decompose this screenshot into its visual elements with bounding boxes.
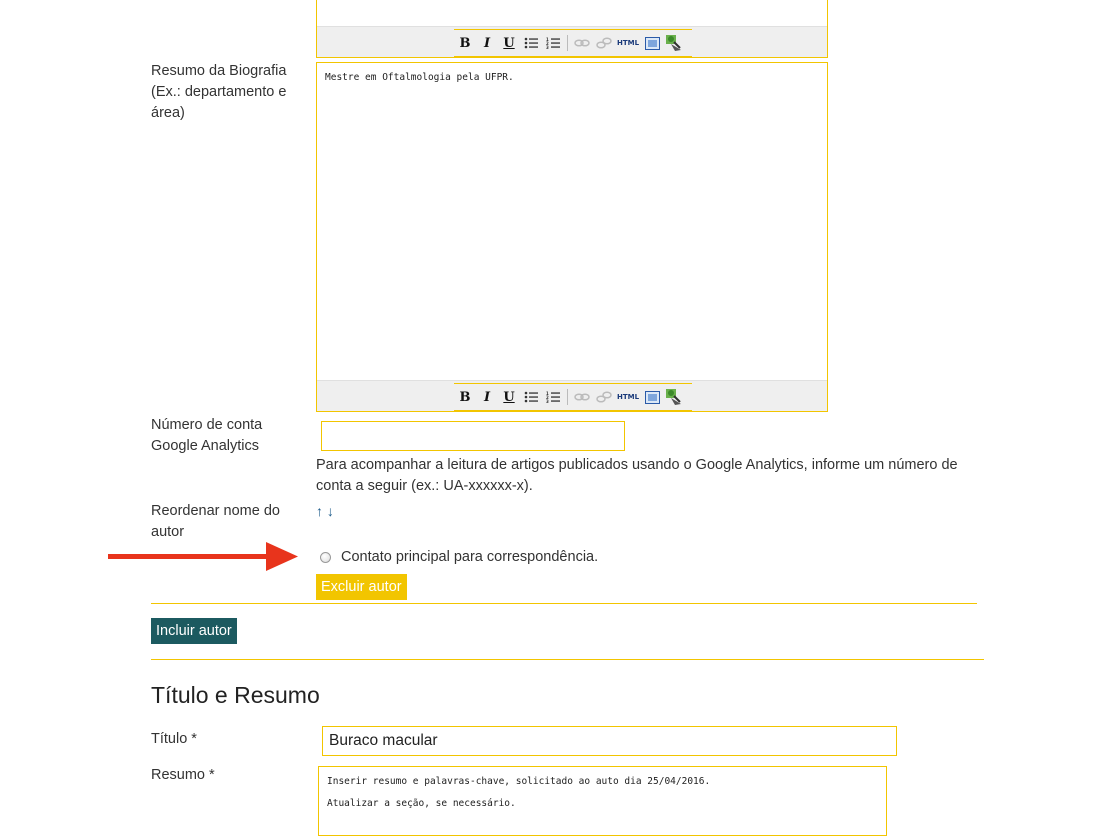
delete-author-button[interactable]: Excluir autor: [316, 574, 407, 600]
primary-contact-option[interactable]: [320, 549, 598, 565]
abstract-text[interactable]: [327, 775, 878, 811]
link-icon[interactable]: [571, 387, 593, 407]
italic-button[interactable]: I: [483, 35, 491, 51]
abstract-line: Atualizar a seção, se necessário.: [327, 798, 516, 809]
primary-contact-label: Contato principal para correspondência.: [341, 549, 599, 565]
analytics-label: Número de conta Google Analytics: [151, 417, 263, 454]
bold-button[interactable]: B: [459, 389, 471, 405]
numbered-list-icon[interactable]: [542, 387, 564, 407]
bio-toolbar: [317, 380, 827, 411]
title-input[interactable]: [322, 726, 897, 756]
reorder-label: Reordenar nome do autor: [151, 503, 280, 540]
svg-text:2: 2: [546, 395, 549, 400]
abstract-label: Resumo *: [151, 767, 215, 783]
bullet-list-icon[interactable]: [520, 33, 542, 53]
svg-text:3: 3: [546, 399, 549, 403]
svg-text:1: 1: [546, 37, 549, 42]
image-upload-icon[interactable]: [663, 387, 685, 407]
fullscreen-icon[interactable]: [641, 33, 663, 53]
fullscreen-icon[interactable]: [641, 387, 663, 407]
bold-button[interactable]: B: [459, 35, 471, 51]
svg-text:3: 3: [546, 45, 549, 49]
abstract-line: Inserir resumo e palavras-chave, solicitado ao auto dia 25/04/2016.: [327, 776, 711, 787]
italic-button[interactable]: I: [483, 389, 491, 405]
add-author-button[interactable]: Incluir autor: [151, 618, 237, 644]
toolbar-separator: [567, 389, 568, 405]
toolbar-separator: [567, 35, 568, 51]
bio-text[interactable]: Mestre em Oftalmologia pela UFPR.: [325, 72, 514, 83]
toolbar-group: [454, 29, 692, 57]
toolbar-group: [454, 383, 692, 411]
underline-button[interactable]: U: [503, 389, 515, 405]
underline-button[interactable]: U: [503, 35, 515, 51]
svg-text:2: 2: [546, 41, 549, 46]
html-button[interactable]: HTML: [616, 393, 640, 401]
unlink-icon[interactable]: [593, 33, 615, 53]
divider: [151, 603, 977, 604]
arrow-annotation-icon: [108, 541, 298, 573]
move-up-link[interactable]: ↑: [316, 503, 323, 519]
link-icon[interactable]: [571, 33, 593, 53]
divider: [151, 659, 984, 660]
analytics-help-text: Para acompanhar a leitura de artigos publicados usando o Google Analytics, informe um número de conta a seguir (ex.: UA-xxxxxx-x).: [316, 457, 958, 494]
bio-editor[interactable]: [316, 62, 828, 412]
move-down-link[interactable]: ↓: [326, 503, 334, 519]
bullet-list-icon[interactable]: [520, 387, 542, 407]
editor-toolbar: [317, 26, 827, 57]
reorder-arrows: [316, 503, 334, 519]
bio-label: Resumo da Biografia (Ex.: departamento e área): [151, 63, 287, 121]
image-upload-icon[interactable]: [663, 33, 685, 53]
editor-previous[interactable]: [316, 0, 828, 58]
html-button[interactable]: HTML: [616, 39, 640, 47]
abstract-editor[interactable]: [318, 766, 887, 836]
section-heading: Título e Resumo: [151, 682, 320, 708]
numbered-list-icon[interactable]: [542, 33, 564, 53]
analytics-input[interactable]: [321, 421, 625, 451]
unlink-icon[interactable]: [593, 387, 615, 407]
svg-text:1: 1: [546, 391, 549, 396]
title-label: Título *: [151, 731, 197, 747]
primary-contact-radio[interactable]: [320, 552, 331, 563]
